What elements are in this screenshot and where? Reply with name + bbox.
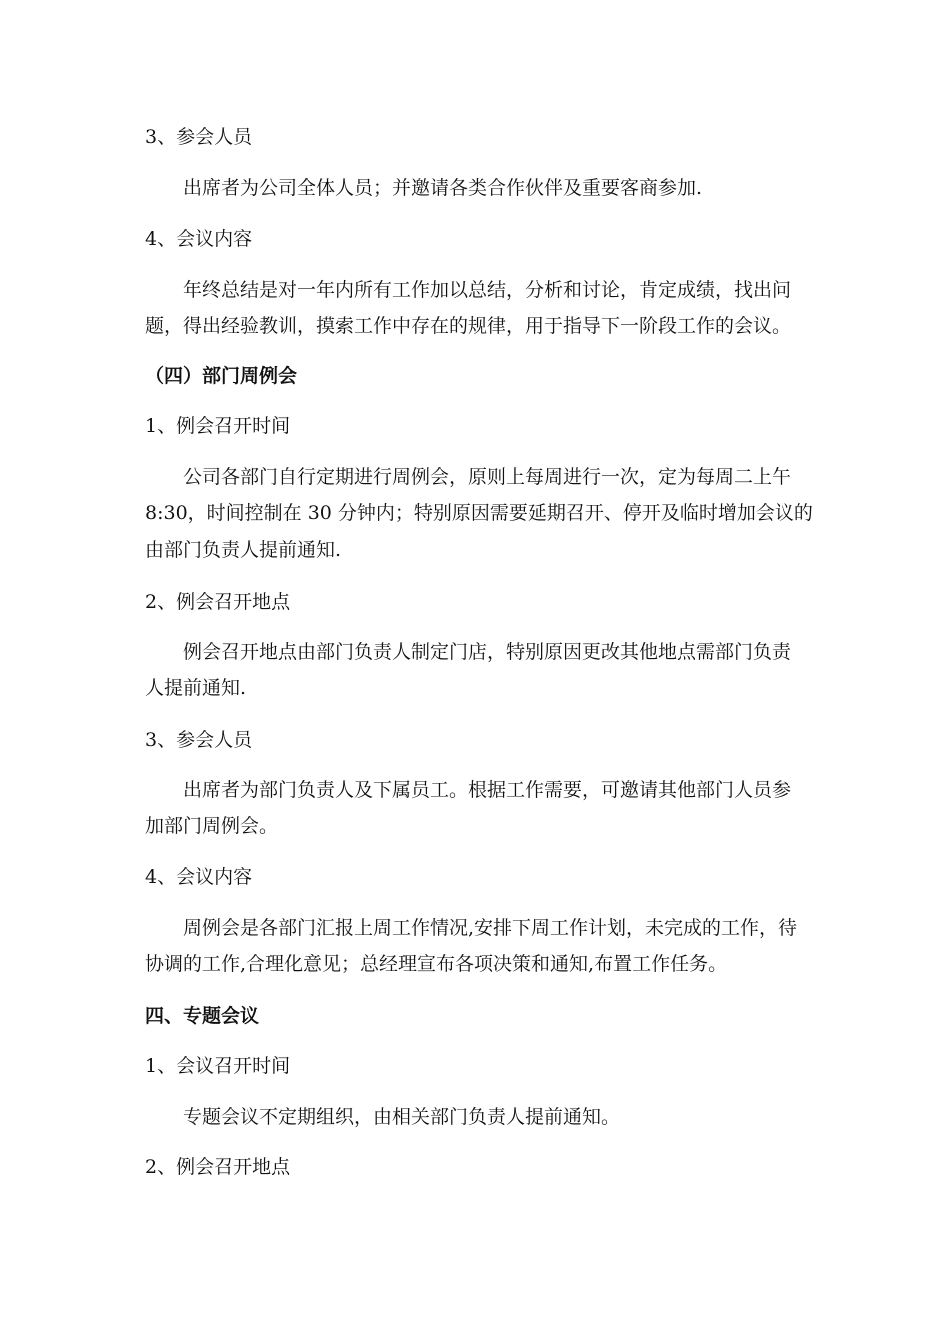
item-heading: 3、参会人员 xyxy=(145,729,253,751)
paragraph-line: 出席者为部门负责人及下属员工。根据工作需要，可邀请其他部门人员参 xyxy=(183,779,792,801)
section-heading: （四）部门周例会 xyxy=(145,365,298,387)
item-heading: 1、例会召开时间 xyxy=(145,415,291,437)
paragraph-line: 8:30，时间控制在 30 分钟内；特别原因需要延期召开、停开及临时增加会议的 xyxy=(145,502,813,524)
paragraph-line: 出席者为公司全体人员；并邀请各类合作伙伴及重要客商参加. xyxy=(183,177,703,199)
paragraph-line: 例会召开地点由部门负责人制定门店，特别原因更改其他地点需部门负责 xyxy=(183,641,792,663)
paragraph-line: 专题会议不定期组织，由相关部门负责人提前通知。 xyxy=(183,1106,621,1128)
section-heading: 四、专题会议 xyxy=(145,1005,260,1027)
paragraph-line: 年终总结是对一年内所有工作加以总结，分析和讨论，肯定成绩，找出问 xyxy=(183,279,792,301)
item-heading: 3、参会人员 xyxy=(145,126,253,148)
item-heading: 1、会议召开时间 xyxy=(145,1055,291,1077)
paragraph-line: 协调的工作,合理化意见；总经理宣布各项决策和通知,布置工作任务。 xyxy=(145,953,728,975)
paragraph-line: 公司各部门自行定期进行周例会，原则上每周进行一次，定为每周二上午 xyxy=(183,466,792,488)
paragraph-line: 周例会是各部门汇报上周工作情况,安排下周工作计划，未完成的工作，待 xyxy=(183,917,798,939)
paragraph-line: 题，得出经验教训，摸索工作中存在的规律，用于指导下一阶段工作的会议。 xyxy=(145,315,792,337)
item-heading: 4、会议内容 xyxy=(145,866,253,888)
paragraph-line: 加部门周例会。 xyxy=(145,815,279,837)
paragraph-line: 由部门负责人提前通知. xyxy=(145,539,342,561)
item-heading: 2、例会召开地点 xyxy=(145,1156,291,1178)
item-heading: 4、会议内容 xyxy=(145,228,253,250)
paragraph-line: 人提前通知. xyxy=(145,677,247,699)
item-heading: 2、例会召开地点 xyxy=(145,591,291,613)
